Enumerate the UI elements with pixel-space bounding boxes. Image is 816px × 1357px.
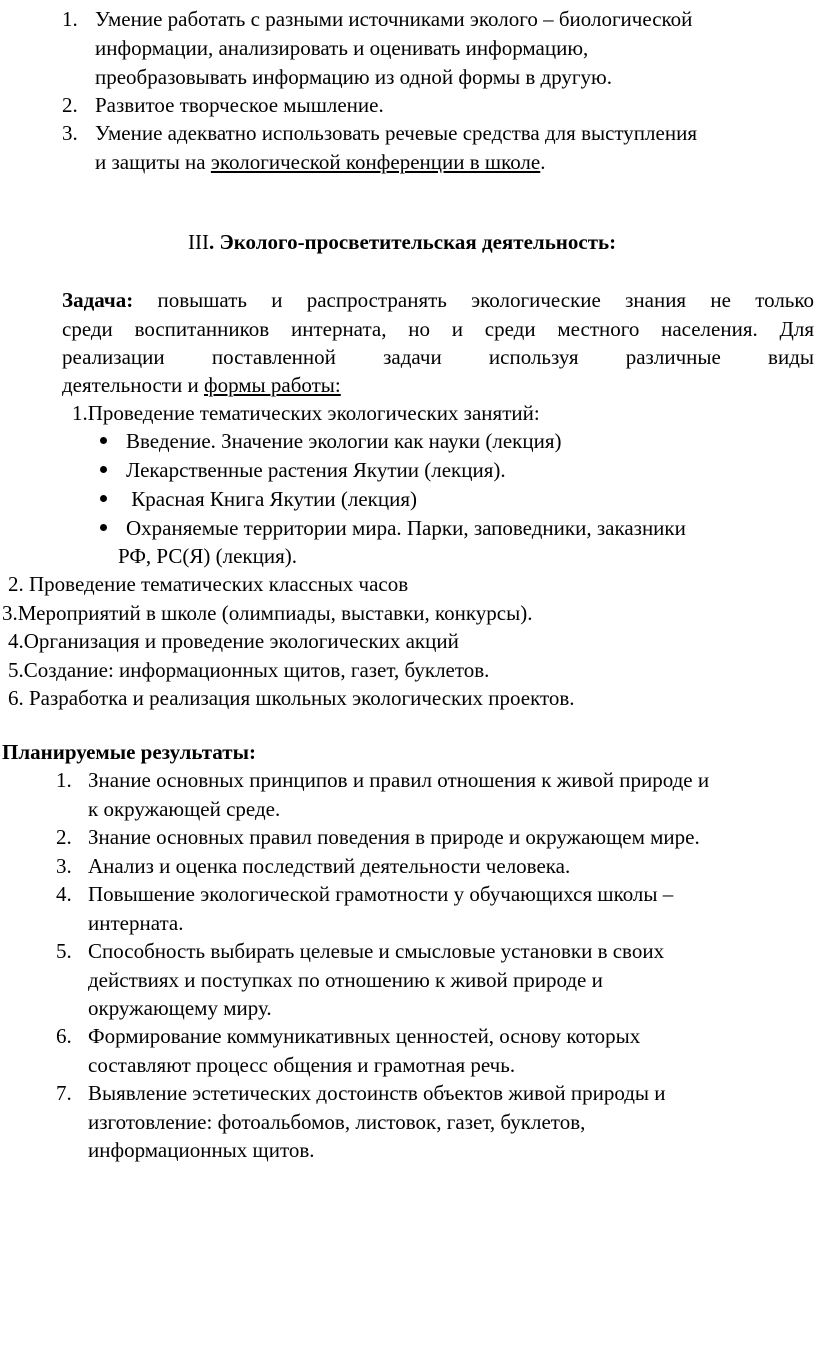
result-line: действиях и поступках по отношению к живой природе и [88, 968, 603, 992]
section-heading [188, 228, 616, 257]
result-line: Формирование коммуникативных ценностей, основу которых [88, 1024, 641, 1048]
bullet-icon [100, 466, 107, 473]
task-line: деятельности и формы работы: [62, 373, 341, 397]
list-number: 1. [56, 768, 72, 792]
bullet-item: Охраняемые территории мира. Парки, заповедники, заказники [126, 516, 686, 540]
list-number: 3. [62, 121, 78, 145]
task-line: среди воспитанников интерната, но и среди местного населения. Для [62, 317, 814, 341]
bullet-icon [100, 524, 107, 531]
section-roman-numeral: III [188, 230, 209, 254]
bullet-icon [100, 495, 107, 502]
result-line: Знание основных правил поведения в природе и окружающем мире. [88, 825, 700, 849]
result-line: интерната. [88, 911, 184, 935]
bullet-item: Введение. Значение экологии как науки (лекция) [126, 429, 562, 453]
list-item-line: Умение адекватно использовать речевые средства для выступления [95, 121, 697, 145]
result-line: информационных щитов. [88, 1138, 315, 1162]
result-line: Выявление эстетических достоинств объектов живой природы и [88, 1081, 666, 1105]
list-number: 6. [56, 1024, 72, 1048]
list-number: 1. [62, 7, 78, 31]
list-item-line: информации, анализировать и оценивать информацию, [95, 36, 589, 60]
list-number: 7. [56, 1081, 72, 1105]
activity-item: 2. Проведение тематических классных часов [8, 572, 409, 596]
section-title: . Эколого-просветительская деятельность: [208, 230, 617, 254]
result-line: окружающему миру. [88, 996, 272, 1020]
list-number: 2. [56, 825, 72, 849]
task-line: Задача: повышать и распространять экологические знания не только [62, 288, 815, 312]
list-item-line: Умение работать с разными источниками эколого – биологической [95, 7, 693, 31]
activity-item: 3.Мероприятий в школе (олимпиады, выставки, конкурсы). [2, 601, 533, 625]
work-forms-text: формы работы: [203, 373, 341, 397]
list-item-line: и защиты на экологической конференции в школе. [95, 150, 546, 174]
result-line: изготовление: фотоальбомов, листовок, газет, буклетов, [88, 1110, 586, 1134]
activity-item: 1.Проведение тематических экологических занятий: [72, 401, 540, 425]
list-number: 5. [56, 939, 72, 963]
bullet-item: Лекарственные растения Якутии (лекция). [126, 458, 506, 482]
activity-item: 6. Разработка и реализация школьных экологических проектов. [8, 686, 575, 710]
task-label: Задача: [62, 288, 134, 312]
result-line: Способность выбирать целевые и смысловые установки в своих [88, 939, 665, 963]
results-heading: Планируемые результаты: [2, 740, 256, 764]
list-number: 3. [56, 854, 72, 878]
bullet-item-continuation: РФ, РС(Я) (лекция). [118, 544, 297, 568]
task-line: реализации поставленной задачи используя различные виды [62, 345, 814, 369]
conference-link-text: экологической конференции в школе [210, 150, 541, 174]
result-line: составляют процесс общения и грамотная речь. [88, 1053, 516, 1077]
bullet-icon [100, 437, 107, 444]
list-item-line: преобразовывать информацию из одной формы в другую. [95, 65, 612, 89]
result-line: Знание основных принципов и правил отношения к живой природе и [88, 768, 710, 792]
bullet-item: Красная Книга Якутии (лекция) [126, 487, 417, 511]
result-line: к окружающей среде. [88, 797, 281, 821]
result-line: Анализ и оценка последствий деятельности человека. [88, 854, 571, 878]
activity-item: 4.Организация и проведение экологических акций [8, 629, 459, 653]
result-line: Повышение экологической грамотности у обучающихся школы – [88, 882, 674, 906]
list-number: 4. [56, 882, 72, 906]
list-number: 2. [62, 93, 78, 117]
list-item-line: Развитое творческое мышление. [95, 93, 384, 117]
activity-item: 5.Создание: информационных щитов, газет, буклетов. [8, 658, 490, 682]
